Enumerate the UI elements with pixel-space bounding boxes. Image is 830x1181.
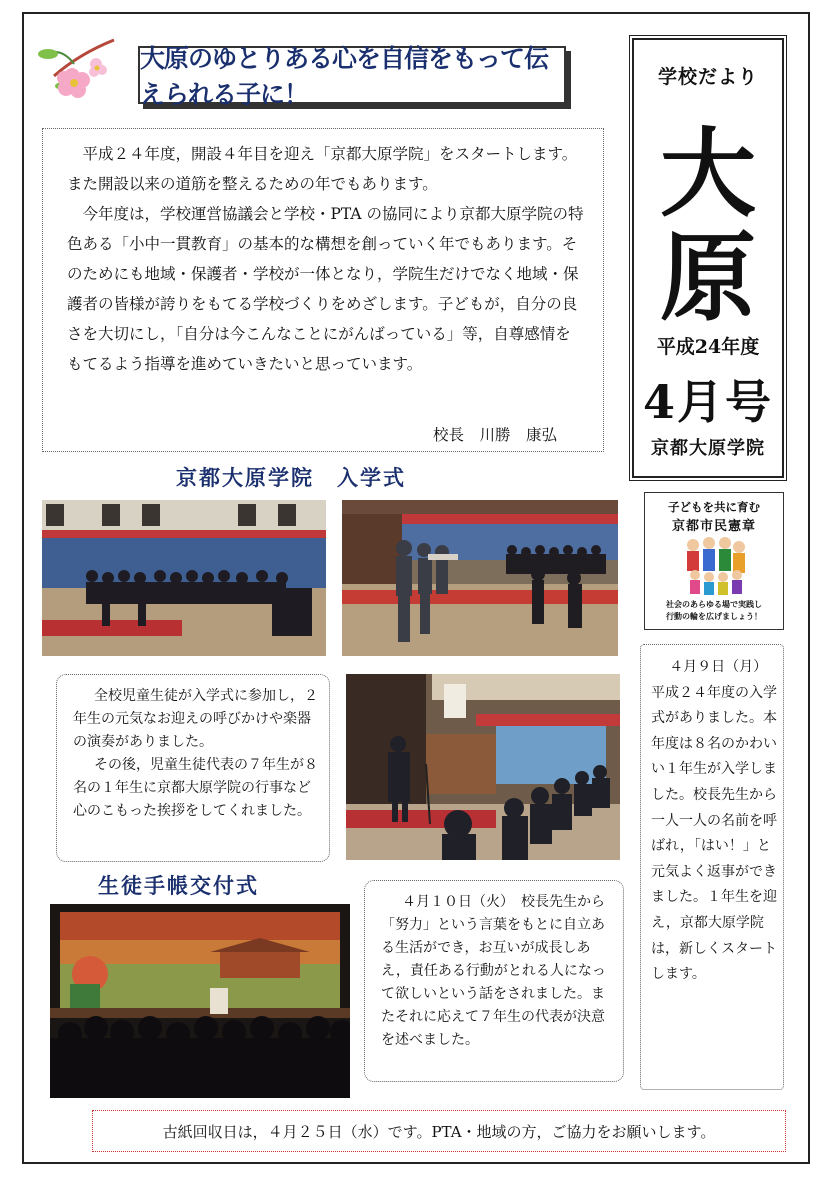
issue-year: 平成24年度 bbox=[656, 336, 760, 358]
caption-text: ４月１０日（火） 校長先生から「努力」という言葉をもとに自立ある生活ができ，お互いが成長しあえ，責任ある行動がとれる人になって欲しいという話をされました。またそれに応えて７年生の代表が決意を述べました。 bbox=[381, 894, 606, 1048]
title-char-1: 大 bbox=[660, 117, 756, 230]
slogan-banner bbox=[138, 44, 566, 109]
welcome-performance-photo bbox=[342, 500, 618, 656]
masthead bbox=[632, 38, 784, 478]
message-paragraph: 今年度は，学校運営協議会と学校・PTA の協同により京都大原学院の特色ある「小中一貫教育」の基本的な構想を創っていく年でもあります。そのためにも地域・保護者・学校が一体となり，学院生だけでなく地域・保護者の皆様が誇りをもてる学校づくりをめざします。子どもが，自分の良さを大切にし，「自分は今こんなことにがんばっている」等，自尊感情をもてるよう指導を進めていきたいと思っています。 bbox=[67, 205, 584, 373]
ceremony-caption bbox=[56, 674, 330, 862]
slogan-text: 大原のゆとりある心を自信をもって伝えられる子に！ bbox=[140, 44, 549, 109]
paper-recycling-notice bbox=[92, 1110, 786, 1152]
student-speech-photo bbox=[346, 674, 620, 860]
title-char-2: 原 bbox=[660, 221, 756, 334]
entrance-ceremony-photo bbox=[42, 500, 326, 656]
family-illustration-icon bbox=[679, 535, 751, 597]
notice-text: 古紙回収日は，４月２５日（水）です。PTA・地域の方，ご協力をお願いします。 bbox=[162, 1122, 716, 1141]
newsletter-label: 学校だより bbox=[657, 66, 758, 88]
principal-message bbox=[42, 128, 604, 452]
note-text: ４月９日（月）平成２４年度の入学式がありました。本年度は８名のかわいい１年生が入学しました。校長先生から一人一人の名前を呼ばれ，「はい！」と元気よく返事ができました。１年生を迎え，京都大原学院は，新しくスタートします。 bbox=[651, 659, 777, 983]
entrance-ceremony-note bbox=[640, 644, 784, 1090]
charter-motto bbox=[645, 599, 783, 623]
handbook-ceremony-photo bbox=[50, 904, 350, 1098]
handbook-caption bbox=[364, 880, 624, 1082]
school-name: 京都大原学院 bbox=[651, 438, 765, 459]
ceremony-heading: 京都大原学院 入学式 bbox=[176, 466, 406, 490]
principal-signature: 校長 川勝 康弘 bbox=[432, 426, 557, 444]
handbook-heading: 生徒手帳交付式 bbox=[98, 874, 259, 898]
cherry-blossom-icon bbox=[34, 36, 120, 100]
charter-line: 行動の輪を広げましょう！ bbox=[666, 612, 762, 621]
caption-line: 全校児童生徒が入学式に参加し，２年生の元気なお迎えの呼びかけや楽器の演奏がありました。 bbox=[73, 688, 318, 750]
caption-line: その後，児童生徒代表の７年生が８名の１年生に京都大原学院の行事など心のこもった挨拶をしてくれました。 bbox=[73, 757, 318, 819]
charter-line: 社会のあらゆる場で実践し bbox=[666, 600, 762, 609]
issue-number: 4月号 bbox=[642, 375, 773, 429]
charter-line: 子どもを共に育む bbox=[668, 500, 760, 514]
message-paragraph: 平成２４年度，開設４年目を迎え「京都大原学院」をスタートします。また開設以来の道筋を整えるための年でもあります。 bbox=[67, 145, 578, 193]
charter-title: 京都市民憲章 bbox=[671, 519, 756, 534]
citizens-charter-badge bbox=[644, 492, 784, 630]
